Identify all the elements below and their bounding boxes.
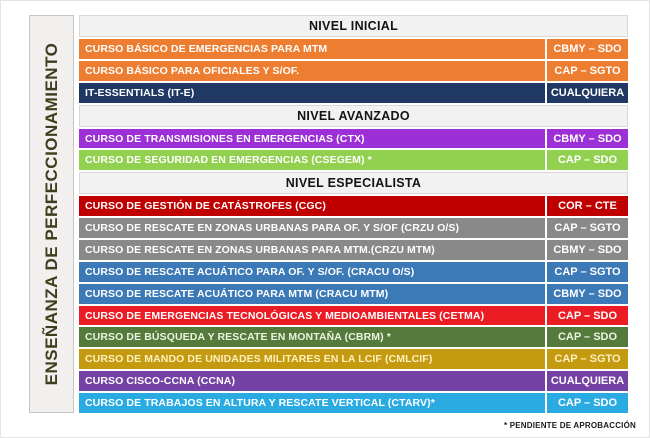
rank-range-cell: CAP – SGTO	[547, 349, 628, 369]
course-row	[79, 83, 628, 103]
course-row	[79, 393, 628, 413]
course-name-cell: CURSO DE SEGURIDAD EN EMERGENCIAS (CSEGEM) *	[79, 150, 545, 170]
rank-range-cell: CAP – SDO	[547, 150, 628, 170]
rank-range-cell: CAP – SDO	[547, 393, 628, 413]
course-row	[79, 262, 628, 282]
course-row	[79, 240, 628, 260]
course-name-cell: IT-ESSENTIALS (IT-E)	[79, 83, 545, 103]
rank-range-cell: COR – CTE	[547, 196, 628, 216]
rank-range-cell: CBMY – SDO	[547, 129, 628, 149]
rank-range-cell: CUALQUIERA	[547, 83, 628, 103]
vertical-category-label: ENSEÑANZA DE PERFECCIONAMIENTO	[41, 42, 61, 386]
course-name-cell: CURSO DE RESCATE ACUÁTICO PARA OF. Y S/OF. (CRACU O/S)	[79, 262, 545, 282]
rank-range-cell: CUALQUIERA	[547, 371, 628, 391]
course-name-cell: CURSO DE RESCATE EN ZONAS URBANAS PARA MTM.(CRZU MTM)	[79, 240, 545, 260]
level-header-nivel-inicial: NIVEL INICIAL	[79, 15, 628, 37]
course-name-cell: CURSO DE TRANSMISIONES EN EMERGENCIAS (CTX)	[79, 129, 545, 149]
course-name-cell: CURSO DE RESCATE EN ZONAS URBANAS PARA OF. Y S/OF (CRZU O/S)	[79, 218, 545, 238]
rank-range-cell: CAP – SGTO	[547, 262, 628, 282]
course-name-cell: CURSO DE GESTIÓN DE CATÁSTROFES (CGC)	[79, 196, 545, 216]
course-name-cell: CURSO DE RESCATE ACUÁTICO PARA MTM (CRACU MTM)	[79, 284, 545, 304]
course-table	[79, 15, 628, 413]
rank-range-cell: CAP – SGTO	[547, 218, 628, 238]
pending-approval-footnote: * PENDIENTE DE APROBACCIÓN	[503, 421, 636, 430]
course-name-cell: CURSO BÁSICO PARA OFICIALES Y S/OF.	[79, 61, 545, 81]
course-name-cell: CURSO CISCO-CCNA (CCNA)	[79, 371, 545, 391]
course-row	[79, 218, 628, 238]
rank-range-cell: CAP – SGTO	[547, 61, 628, 81]
course-row	[79, 129, 628, 149]
rank-range-cell: CBMY – SDO	[547, 240, 628, 260]
course-row	[79, 39, 628, 59]
course-row	[79, 196, 628, 216]
course-row	[79, 61, 628, 81]
course-row	[79, 306, 628, 326]
rank-range-cell: CBMY – SDO	[547, 284, 628, 304]
course-name-cell: CURSO DE BÚSQUEDA Y RESCATE EN MONTAÑA (CBRM) *	[79, 327, 545, 347]
course-row	[79, 327, 628, 347]
rank-range-cell: CAP – SDO	[547, 327, 628, 347]
course-name-cell: CURSO DE EMERGENCIAS TECNOLÓGICAS Y MEDIOAMBIENTALES (CETMA)	[79, 306, 545, 326]
course-name-cell: CURSO DE MANDO DE UNIDADES MILITARES EN LA LCIF (CMLCIF)	[79, 349, 545, 369]
course-name-cell: CURSO BÁSICO DE EMERGENCIAS PARA MTM	[79, 39, 545, 59]
level-header-nivel-especialista: NIVEL ESPECIALISTA	[79, 172, 628, 194]
course-row	[79, 371, 628, 391]
level-header-nivel-avanzado: NIVEL AVANZADO	[79, 105, 628, 127]
course-row	[79, 349, 628, 369]
course-name-cell: CURSO DE TRABAJOS EN ALTURA Y RESCATE VERTICAL (CTARV)*	[79, 393, 545, 413]
rank-range-cell: CAP – SDO	[547, 306, 628, 326]
vertical-category-band	[29, 15, 74, 413]
course-row	[79, 150, 628, 170]
course-row	[79, 284, 628, 304]
rank-range-cell: CBMY – SDO	[547, 39, 628, 59]
